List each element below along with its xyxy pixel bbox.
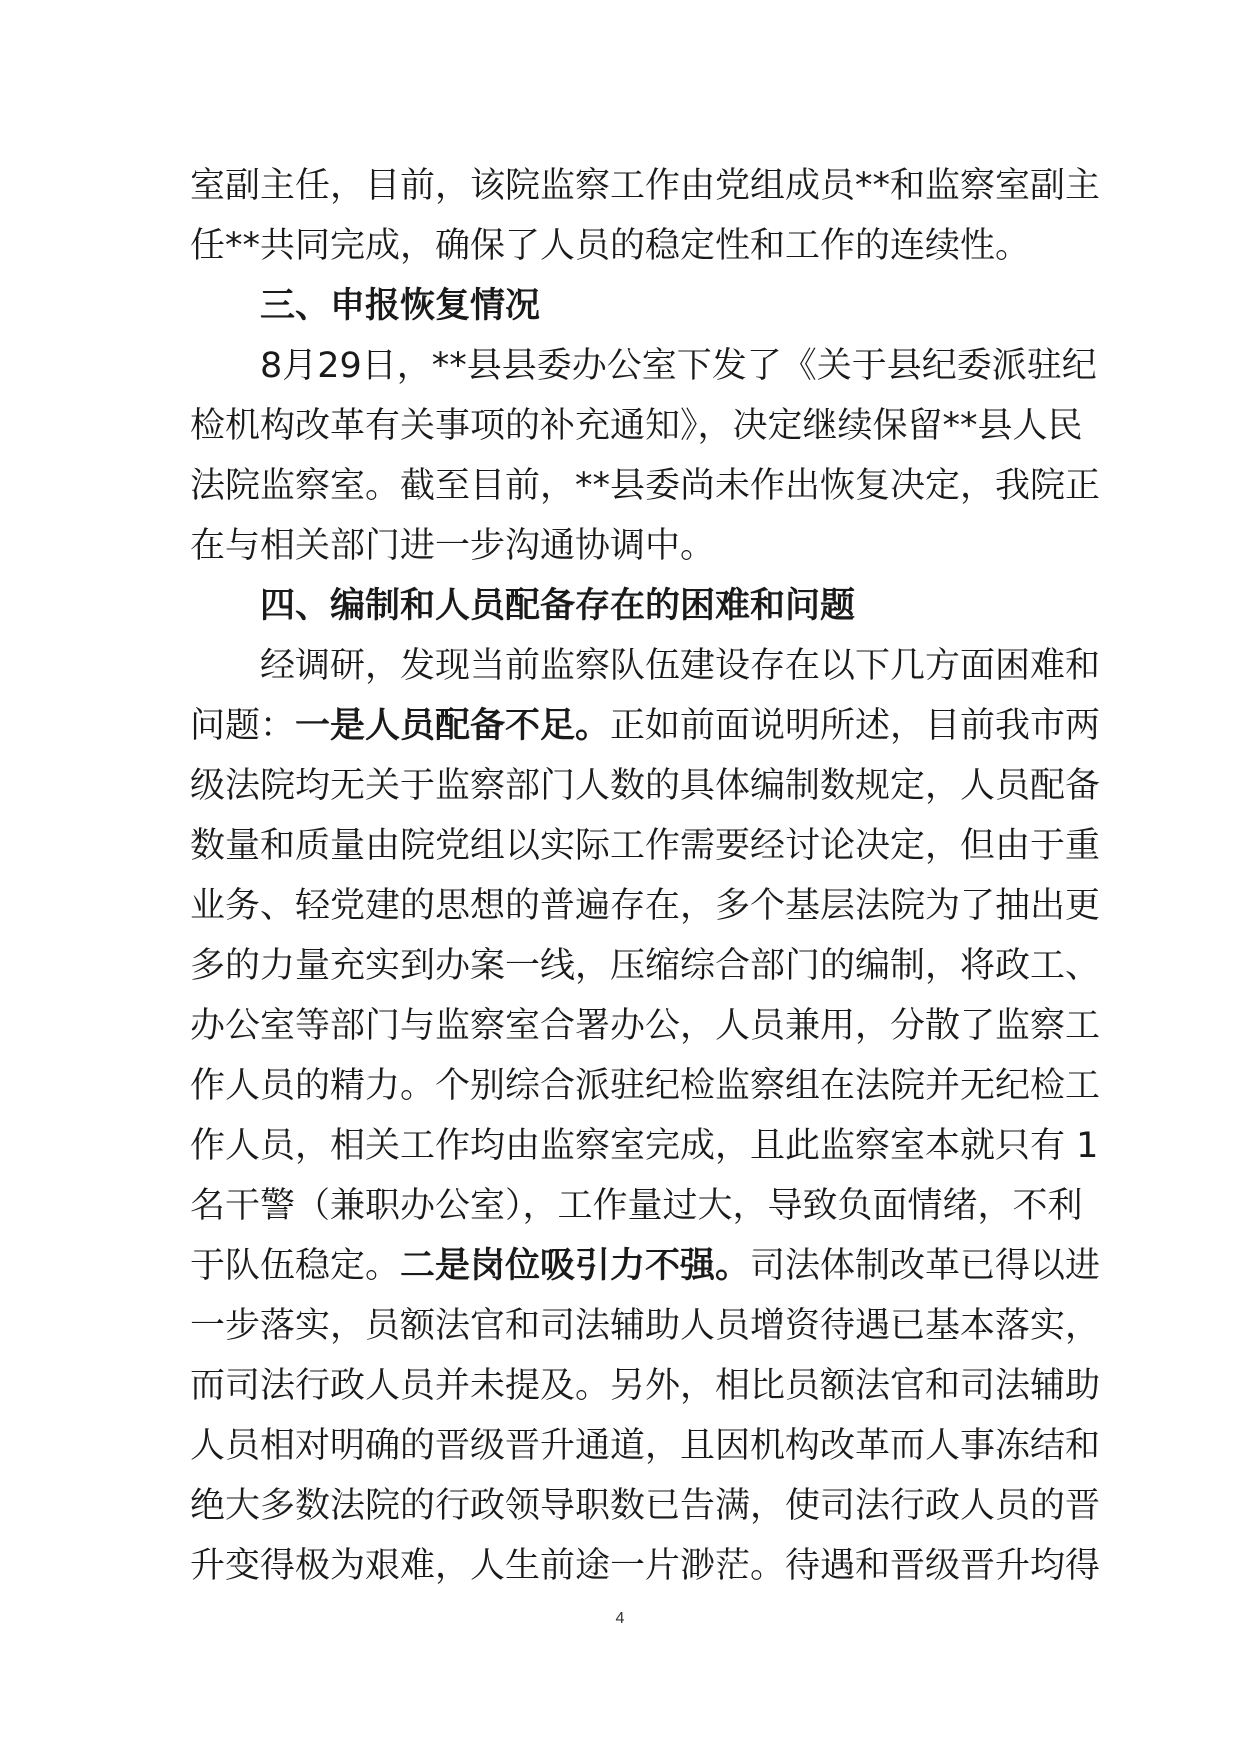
paragraph-line: 法院监察室。截至目前，**县委尚未作出恢复决定，我院正 [190, 466, 1101, 506]
bold-point-1: 一是人员配备不足。 [295, 706, 611, 746]
paragraph-line: 绝大多数法院的行政领导职数已告满，使司法行政人员的晋 [190, 1486, 1101, 1526]
paragraph-line: 作人员，相关工作均由监察室完成，且此监察室本就只有 1 [190, 1126, 1099, 1166]
paragraph-line: 名干警（兼职办公室），工作量过大，导致负面情绪，不利 [190, 1186, 1083, 1226]
paragraph-line: 作人员的精力。个别综合派驻纪检监察组在法院并无纪检工 [190, 1066, 1101, 1106]
paragraph-line: 办公室等部门与监察室合署办公，人员兼用，分散了监察工 [190, 1006, 1101, 1046]
section-heading-4: 四、编制和人员配备存在的困难和问题 [260, 586, 856, 626]
paragraph-line: 室副主任，目前，该院监察工作由党组成员**和监察室副主 [190, 166, 1101, 206]
paragraph-text: 问题： [190, 706, 296, 746]
paragraph-text: 于队伍稳定。 [190, 1246, 401, 1286]
page-number: 4 [615, 1610, 625, 1627]
paragraph-line [190, 696, 1101, 756]
paragraph-line: 人员相对明确的晋级晋升通道，且因机构改革而人事冻结和 [190, 1426, 1101, 1466]
paragraph-line: 经调研，发现当前监察队伍建设存在以下几方面困难和 [260, 646, 1101, 686]
paragraph-line: 级法院均无关于监察部门人数的具体编制数规定，人员配备 [190, 766, 1101, 806]
paragraph-line: 多的力量充实到办案一线，压缩综合部门的编制，将政工、 [190, 946, 1101, 986]
paragraph-line: 而司法行政人员并未提及。另外，相比员额法官和司法辅助 [190, 1366, 1101, 1406]
section-heading-3: 三、申报恢复情况 [260, 286, 541, 326]
paragraph-line: 8月29日，**县县委办公室下发了《关于县纪委派驻纪 [260, 346, 1097, 386]
paragraph-line: 一步落实，员额法官和司法辅助人员增资待遇已基本落实， [190, 1306, 1101, 1346]
bold-point-2: 二是岗位吸引力不强。 [400, 1246, 751, 1286]
paragraph-line: 数量和质量由院党组以实际工作需要经讨论决定，但由于重 [190, 826, 1101, 866]
paragraph-line: 任**共同完成，确保了人员的稳定性和工作的连续性。 [190, 226, 1031, 266]
paragraph-text: 司法体制改革已得以进 [750, 1246, 1101, 1286]
paragraph-line: 检机构改革有关事项的补充通知》，决定继续保留**县人民 [190, 406, 1083, 446]
paragraph-line: 升变得极为艰难，人生前途一片渺茫。待遇和晋级晋升均得 [190, 1546, 1101, 1586]
document-body [190, 156, 1101, 1596]
paragraph-line: 业务、轻党建的思想的普遍存在，多个基层法院为了抽出更 [190, 886, 1101, 926]
paragraph-line [190, 1236, 1101, 1296]
paragraph-line: 在与相关部门进一步沟通协调中。 [190, 526, 716, 566]
paragraph-text: 正如前面说明所述，目前我市两 [610, 706, 1101, 746]
